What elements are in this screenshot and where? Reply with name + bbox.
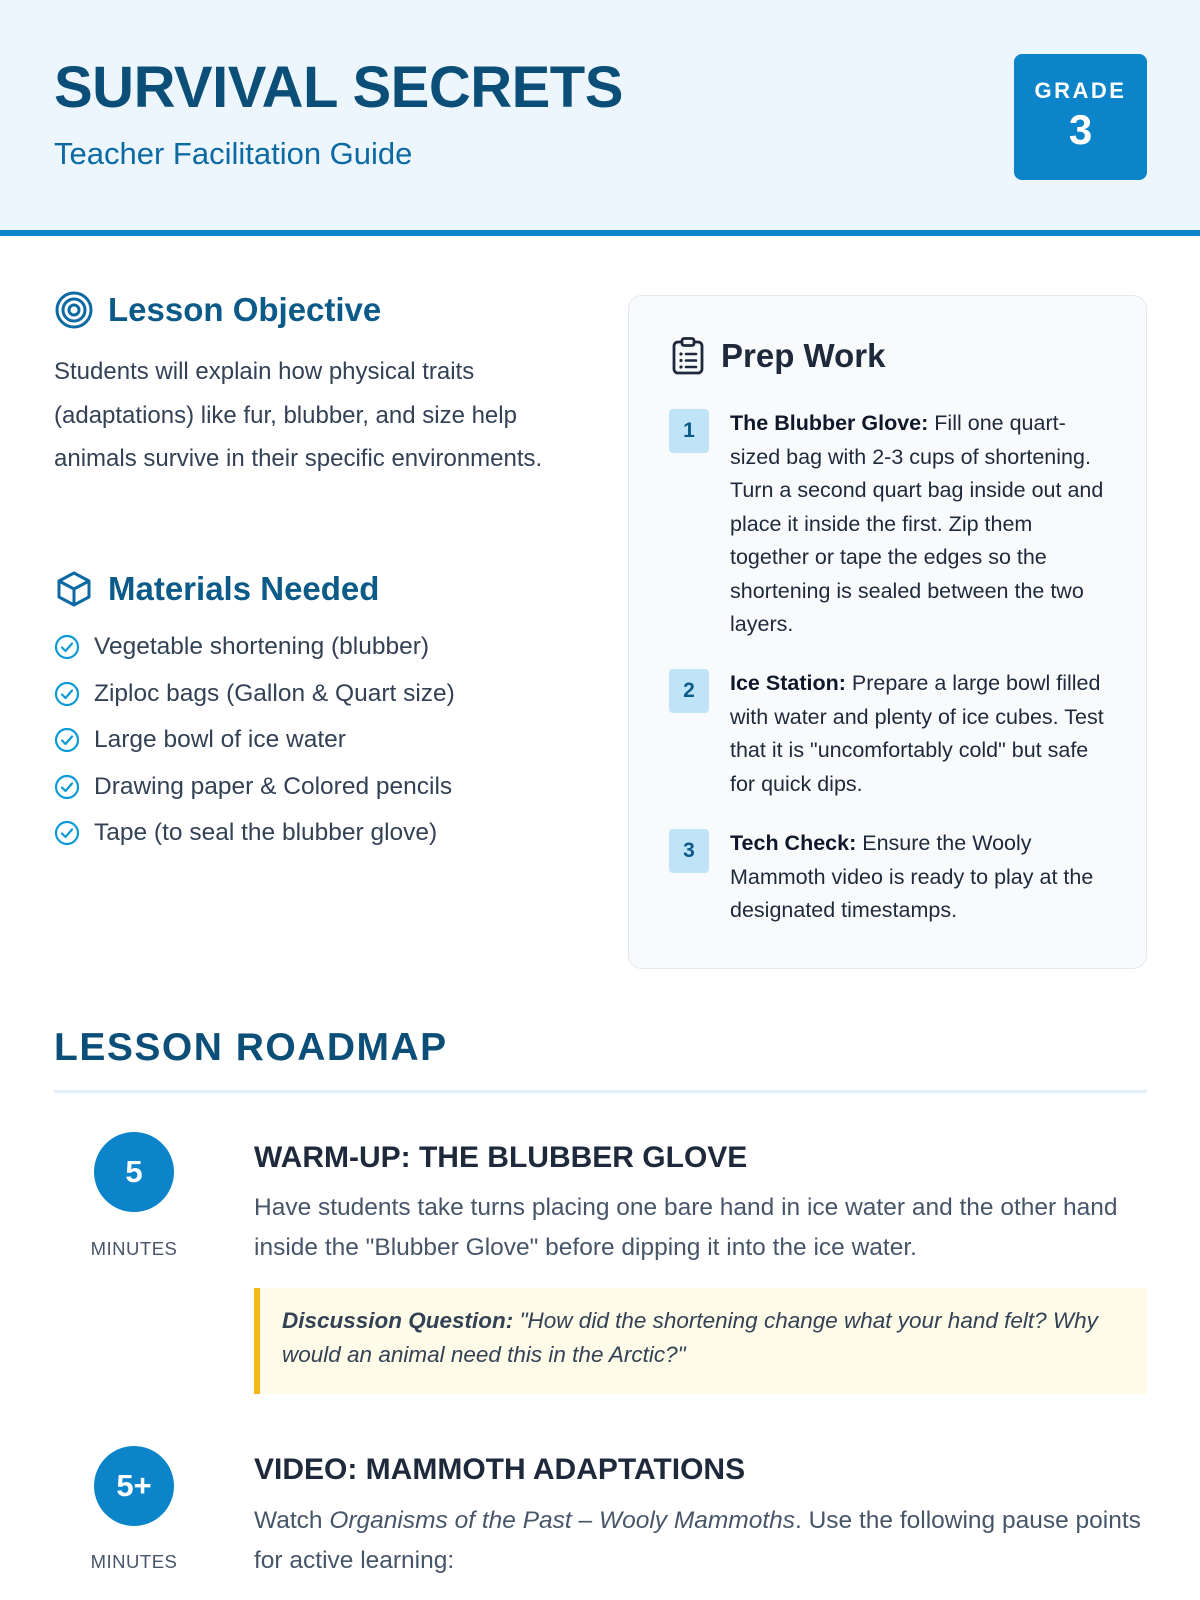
materials-list — [54, 624, 455, 857]
activity-text-part: . Use the following pause points for active learning: — [254, 1507, 1141, 1574]
prep-heading — [671, 336, 885, 376]
activity-title: VIDEO: MAMMOTH ADAPTATIONS — [254, 1453, 746, 1486]
step-text — [730, 827, 1110, 928]
check-circle-icon — [54, 681, 80, 707]
materials-item — [54, 671, 455, 718]
check-circle-icon — [54, 774, 80, 800]
activity-description — [254, 1501, 1149, 1581]
time-unit: MINUTES — [90, 1238, 178, 1259]
roadmap-divider — [54, 1090, 1147, 1093]
callout-text: "How did the shortening change what your hand felt? Why would an animal need this in the Arctic?" — [282, 1308, 1098, 1367]
materials-item — [54, 717, 455, 764]
materials-item — [54, 624, 455, 671]
step-label: The Blubber Glove: — [730, 411, 929, 435]
check-circle-icon — [54, 820, 80, 846]
step-label: Ice Station: — [730, 671, 846, 695]
roadmap-heading: LESSON ROADMAP — [54, 1026, 448, 1069]
page-subtitle: Teacher Facilitation Guide — [54, 136, 413, 171]
callout-label: Discussion Question: — [282, 1308, 514, 1333]
materials-item-label: Drawing paper & Colored pencils — [94, 772, 453, 800]
materials-item-label: Ziploc bags (Gallon & Quart size) — [94, 679, 455, 707]
objective-heading — [54, 290, 381, 330]
step-number: 3 — [669, 829, 709, 873]
check-circle-icon — [54, 727, 80, 753]
step-number: 2 — [669, 669, 709, 713]
step-description: Fill one quart-sized bag with 2-3 cups of shortening. Turn a second quart bag inside out and place it inside the first. Zip them together or tape the edges so the shortening is sealed between the two layers. — [730, 411, 1104, 636]
objective-text: Students will explain how physical traits (adaptations) like fur, blubber, and size help animals survive in their specific environments. — [54, 358, 543, 472]
activity-title: WARM-UP: THE BLUBBER GLOVE — [254, 1141, 748, 1174]
step-text — [730, 667, 1110, 801]
activity-text-part: Watch — [254, 1507, 330, 1534]
discussion-callout — [254, 1288, 1147, 1394]
grade-badge — [1014, 54, 1147, 180]
prep-heading-label: Prep Work — [721, 337, 886, 374]
materials-item-label: Large bowl of ice water — [94, 726, 346, 754]
time-badge: 5 — [94, 1132, 174, 1212]
step-description: Ensure the Wooly Mammoth video is ready to play at the designated timestamps. — [730, 831, 1094, 922]
materials-item-label: Tape (to seal the blubber glove) — [94, 819, 438, 847]
materials-heading-label: Materials Needed — [108, 570, 380, 607]
box-icon — [54, 569, 94, 609]
activity-description: Have students take turns placing one bare hand in ice water and the other hand inside the "Blubber Glove" before dipping it into the ice water. — [254, 1194, 1118, 1261]
materials-item — [54, 810, 455, 857]
grade-number: 3 — [1068, 106, 1093, 153]
clipboard-icon — [671, 336, 705, 376]
time-badge: 5+ — [94, 1446, 174, 1526]
time-unit: MINUTES — [90, 1551, 178, 1572]
step-text — [730, 407, 1110, 642]
objective-heading-label: Lesson Objective — [108, 291, 382, 328]
prep-work-card — [628, 295, 1147, 969]
target-icon — [54, 290, 94, 330]
materials-item-label: Vegetable shortening (blubber) — [94, 633, 430, 661]
page-title: SURVIVAL SECRETS — [54, 55, 623, 120]
materials-item — [54, 764, 455, 811]
step-label: Tech Check: — [730, 831, 857, 855]
materials-heading — [54, 569, 379, 609]
step-description: Prepare a large bowl filled with water and plenty of ice cubes. Test that it is "uncomfortably cold" but safe for quick dips. — [730, 671, 1104, 796]
page-header — [0, 0, 1200, 236]
grade-label: GRADE — [1034, 78, 1127, 103]
video-title: Organisms of the Past – Wooly Mammoths — [329, 1507, 795, 1534]
step-number: 1 — [669, 409, 709, 453]
check-circle-icon — [54, 634, 80, 660]
